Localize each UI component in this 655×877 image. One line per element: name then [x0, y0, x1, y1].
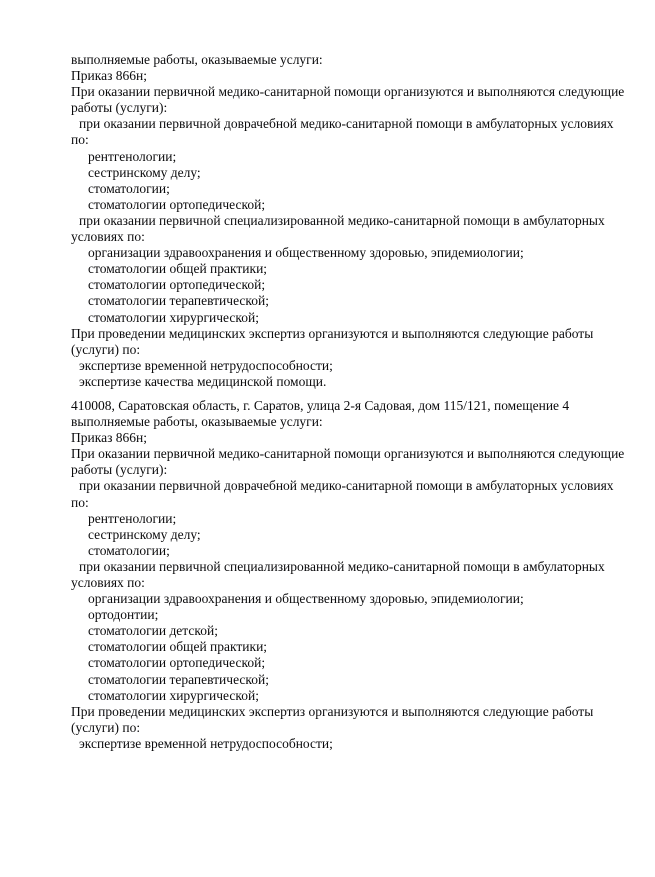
- document-line: экспертизе временной нетрудоспособности;: [79, 735, 333, 751]
- document-line: стоматологии терапевтической;: [88, 671, 269, 687]
- document-line: рентгенологии;: [88, 510, 177, 526]
- document-line: рентгенологии;: [88, 148, 177, 164]
- document-body: [71, 52, 635, 752]
- document-line: При проведении медицинских экспертиз организуются и выполняются следующие работы: [71, 703, 594, 719]
- document-line: сестринскому делу;: [88, 164, 201, 180]
- document-line: стоматологии ортопедической;: [88, 655, 266, 671]
- document-line: стоматологии терапевтической;: [88, 293, 269, 309]
- document-line: условиях по:: [71, 229, 145, 245]
- document-line: при оказании первичной специализированной медико-санитарной помощи в амбулаторных: [79, 558, 605, 574]
- document-line: при оказании первичной специализированной медико-санитарной помощи в амбулаторных: [79, 212, 605, 228]
- document-line: организации здравоохранения и общественному здоровью, эпидемиологии;: [88, 591, 524, 607]
- document-line: При оказании первичной медико-санитарной помощи организуются и выполняются следующие: [71, 84, 625, 100]
- document-line: сестринскому делу;: [88, 526, 201, 542]
- blank-line: [71, 390, 635, 398]
- document-line: экспертизе временной нетрудоспособности;: [79, 357, 333, 373]
- document-line: работы (услуги):: [71, 100, 168, 116]
- document-line: организации здравоохранения и общественному здоровью, эпидемиологии;: [88, 245, 524, 261]
- document-line: при оказании первичной доврачебной медико-санитарной помощи в амбулаторных условиях: [79, 478, 614, 494]
- document-line: Приказ 866н;: [71, 430, 148, 446]
- document-line: стоматологии хирургической;: [88, 687, 259, 703]
- document-line: (услуги) по:: [71, 719, 141, 735]
- document-line: выполняемые работы, оказываемые услуги:: [71, 52, 323, 67]
- document-line: стоматологии хирургической;: [88, 309, 259, 325]
- document-line: по:: [71, 132, 89, 148]
- document-line: стоматологии ортопедической;: [88, 196, 266, 212]
- document-line: стоматологии детской;: [88, 623, 218, 639]
- document-line: При проведении медицинских экспертиз организуются и выполняются следующие работы: [71, 325, 594, 341]
- document-line: стоматологии;: [88, 180, 170, 196]
- document-line: экспертизе качества медицинской помощи.: [79, 373, 327, 389]
- document-line: условиях по:: [71, 575, 145, 590]
- document-line: стоматологии общей практики;: [88, 261, 268, 277]
- document-line: При оказании первичной медико-санитарной помощи организуются и выполняются следующие: [71, 446, 625, 462]
- document-line: выполняемые работы, оказываемые услуги:: [71, 414, 323, 430]
- document-line: по:: [71, 494, 89, 510]
- document-line: 410008, Саратовская область, г. Саратов, улица 2-я Садовая, дом 115/121, помещение 4: [71, 397, 570, 413]
- document-line: Приказ 866н;: [71, 68, 148, 84]
- document-line: при оказании первичной доврачебной медико-санитарной помощи в амбулаторных условиях: [79, 116, 614, 132]
- document-line: стоматологии;: [88, 542, 170, 558]
- document-line: стоматологии ортопедической;: [88, 277, 266, 293]
- document-line: (услуги) по:: [71, 341, 141, 357]
- document-line: ортодонтии;: [88, 607, 159, 623]
- document-line: работы (услуги):: [71, 462, 168, 478]
- document-line: стоматологии общей практики;: [88, 639, 268, 655]
